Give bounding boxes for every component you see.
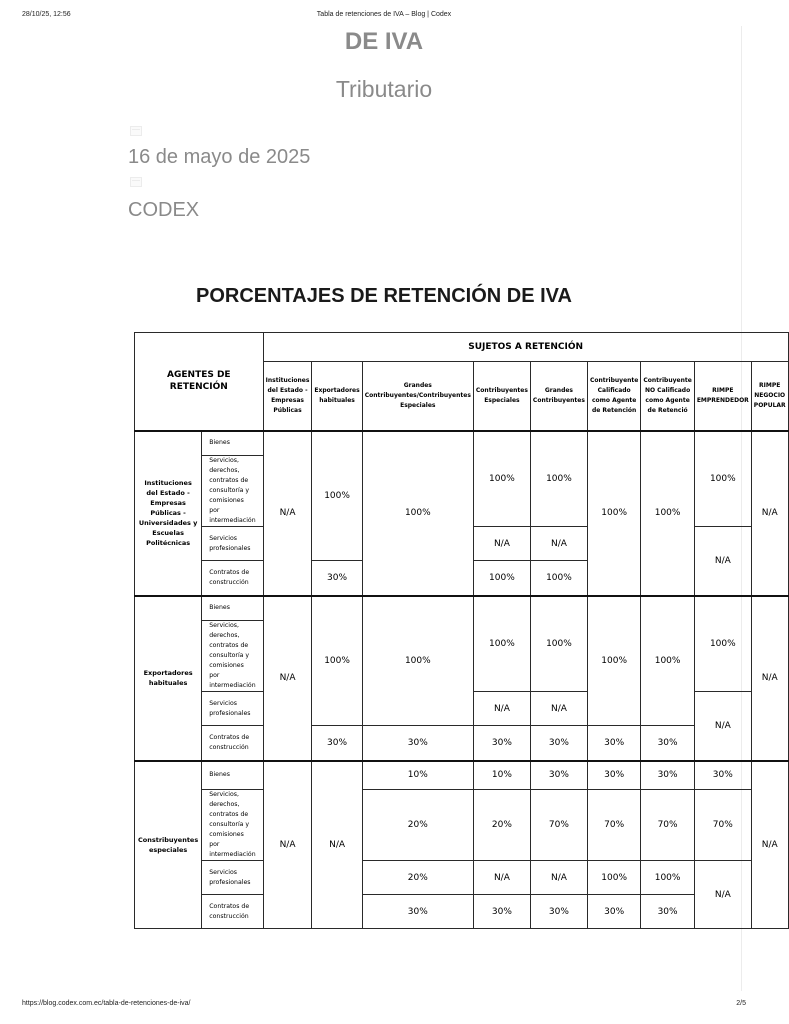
value-cell: 100%: [530, 561, 587, 596]
value-cell: N/A: [751, 596, 788, 761]
value-cell: 100%: [312, 596, 362, 726]
print-url: https://blog.codex.com.ec/tabla-de-retenciones-de-iva/: [22, 1000, 191, 1007]
value-cell: 10%: [473, 761, 530, 790]
value-cell: 30%: [587, 726, 640, 761]
value-cell: 100%: [587, 431, 640, 596]
value-cell: N/A: [473, 527, 530, 561]
service-cell: Bienes: [202, 761, 263, 790]
value-cell: 70%: [530, 790, 587, 861]
value-cell: 100%: [641, 861, 694, 895]
value-cell: 100%: [587, 596, 640, 726]
value-cell: 30%: [587, 761, 640, 790]
value-cell: 70%: [587, 790, 640, 861]
post-category-link[interactable]: Tributario: [335, 76, 433, 102]
post-author-link[interactable]: CODEX: [128, 199, 200, 221]
print-footer: [0, 1000, 768, 1012]
value-cell: N/A: [694, 692, 751, 761]
table-row: [135, 761, 789, 790]
value-cell: 100%: [641, 596, 694, 726]
calendar-icon: [130, 126, 142, 136]
value-cell: N/A: [263, 761, 312, 929]
service-cell: Contratos de construcción: [202, 561, 263, 596]
value-cell: N/A: [530, 527, 587, 561]
value-cell: 100%: [641, 431, 694, 596]
retention-table: [134, 332, 789, 929]
value-cell: N/A: [694, 527, 751, 596]
table-row: [135, 596, 789, 621]
column-header: Grandes Contribuyentes: [530, 362, 587, 431]
value-cell: 30%: [587, 895, 640, 929]
value-cell: 30%: [530, 761, 587, 790]
value-cell: N/A: [263, 431, 312, 596]
agent-cell: Constribuyentes especiales: [135, 761, 202, 929]
value-cell: 30%: [641, 726, 694, 761]
print-datetime: 28/10/25, 12:56: [22, 11, 71, 18]
service-cell: Servicios, derechos, contratos de consultoría y comisiones por intermediación: [202, 456, 263, 527]
service-cell: Servicios profesionales: [202, 527, 263, 561]
value-cell: 100%: [530, 596, 587, 692]
value-cell: 30%: [694, 761, 751, 790]
print-header: [0, 11, 768, 23]
service-cell: Contratos de construcción: [202, 726, 263, 761]
table-heading: PORCENTAJES DE RETENCIÓN DE IVA: [196, 285, 572, 307]
value-cell: 100%: [530, 431, 587, 527]
value-cell: 100%: [473, 431, 530, 527]
service-cell: Bienes: [202, 431, 263, 456]
value-cell: 30%: [530, 895, 587, 929]
value-cell: N/A: [751, 431, 788, 596]
value-cell: 70%: [641, 790, 694, 861]
column-header: RIMPE EMPRENDEDOR: [694, 362, 751, 431]
value-cell: 100%: [473, 561, 530, 596]
value-cell: 20%: [362, 861, 473, 895]
value-cell: 100%: [312, 431, 362, 561]
column-header: RIMPE NEGOCIO POPULAR: [751, 362, 788, 431]
value-cell: 70%: [694, 790, 751, 861]
value-cell: 30%: [641, 761, 694, 790]
value-cell: 10%: [362, 761, 473, 790]
value-cell: 20%: [473, 790, 530, 861]
value-cell: N/A: [473, 692, 530, 726]
value-cell: 100%: [694, 596, 751, 692]
value-cell: 100%: [473, 596, 530, 692]
agent-cell: Exportadores habituales: [135, 596, 202, 761]
agent-cell: Instituciones del Estado - Empresas Públicas - Universidades y Escuelas Politécnicas: [135, 431, 202, 596]
table-row: [135, 726, 789, 761]
value-cell: N/A: [473, 861, 530, 895]
print-page-number: 2/5: [736, 1000, 746, 1007]
value-cell: 30%: [362, 726, 473, 761]
value-cell: N/A: [530, 692, 587, 726]
value-cell: 30%: [312, 561, 362, 596]
value-cell: 30%: [362, 895, 473, 929]
value-cell: 30%: [312, 726, 362, 761]
column-header: Contribuyentes Especiales: [473, 362, 530, 431]
table-row: [135, 861, 789, 895]
service-cell: Servicios, derechos, contratos de consultoría y comisiones por intermediación: [202, 790, 263, 861]
table-row: [135, 895, 789, 929]
service-cell: Servicios, derechos, contratos de consultoría y comisiones por intermediación: [202, 621, 263, 692]
value-cell: 30%: [473, 726, 530, 761]
value-cell: 20%: [362, 790, 473, 861]
agents-header: AGENTES DE RETENCIÓN: [135, 333, 264, 431]
value-cell: 30%: [530, 726, 587, 761]
value-cell: 100%: [694, 431, 751, 527]
value-cell: N/A: [530, 861, 587, 895]
table-row: [135, 790, 789, 861]
column-header: Contribuyente Calificado como Agente de Retención: [587, 362, 640, 431]
value-cell: 30%: [473, 895, 530, 929]
author-icon: [130, 177, 142, 187]
column-header: Instituciones del Estado - Empresas Públicas: [263, 362, 312, 431]
service-cell: Bienes: [202, 596, 263, 621]
service-cell: Contratos de construcción: [202, 895, 263, 929]
value-cell: 30%: [641, 895, 694, 929]
value-cell: 100%: [587, 861, 640, 895]
value-cell: N/A: [312, 761, 362, 929]
value-cell: N/A: [263, 596, 312, 761]
service-cell: Servicios profesionales: [202, 861, 263, 895]
service-cell: Servicios profesionales: [202, 692, 263, 726]
post-title: DE IVA: [344, 28, 424, 55]
value-cell: N/A: [694, 861, 751, 929]
column-header: Grandes Contribuyentes/Contribuyentes Especiales: [362, 362, 473, 431]
column-header: Exportadores habituales: [312, 362, 362, 431]
print-page-title: Tabla de retenciones de IVA – Blog | Codex: [316, 11, 452, 18]
value-cell: 100%: [362, 596, 473, 726]
value-cell: N/A: [751, 761, 788, 929]
column-header: Contribuyente NO Calificado como Agente de Retenció: [641, 362, 694, 431]
table-row: [135, 431, 789, 456]
post-date: 16 de mayo de 2025: [128, 146, 311, 168]
value-cell: 100%: [362, 431, 473, 596]
subjects-header: SUJETOS A RETENCIÓN: [263, 333, 788, 362]
